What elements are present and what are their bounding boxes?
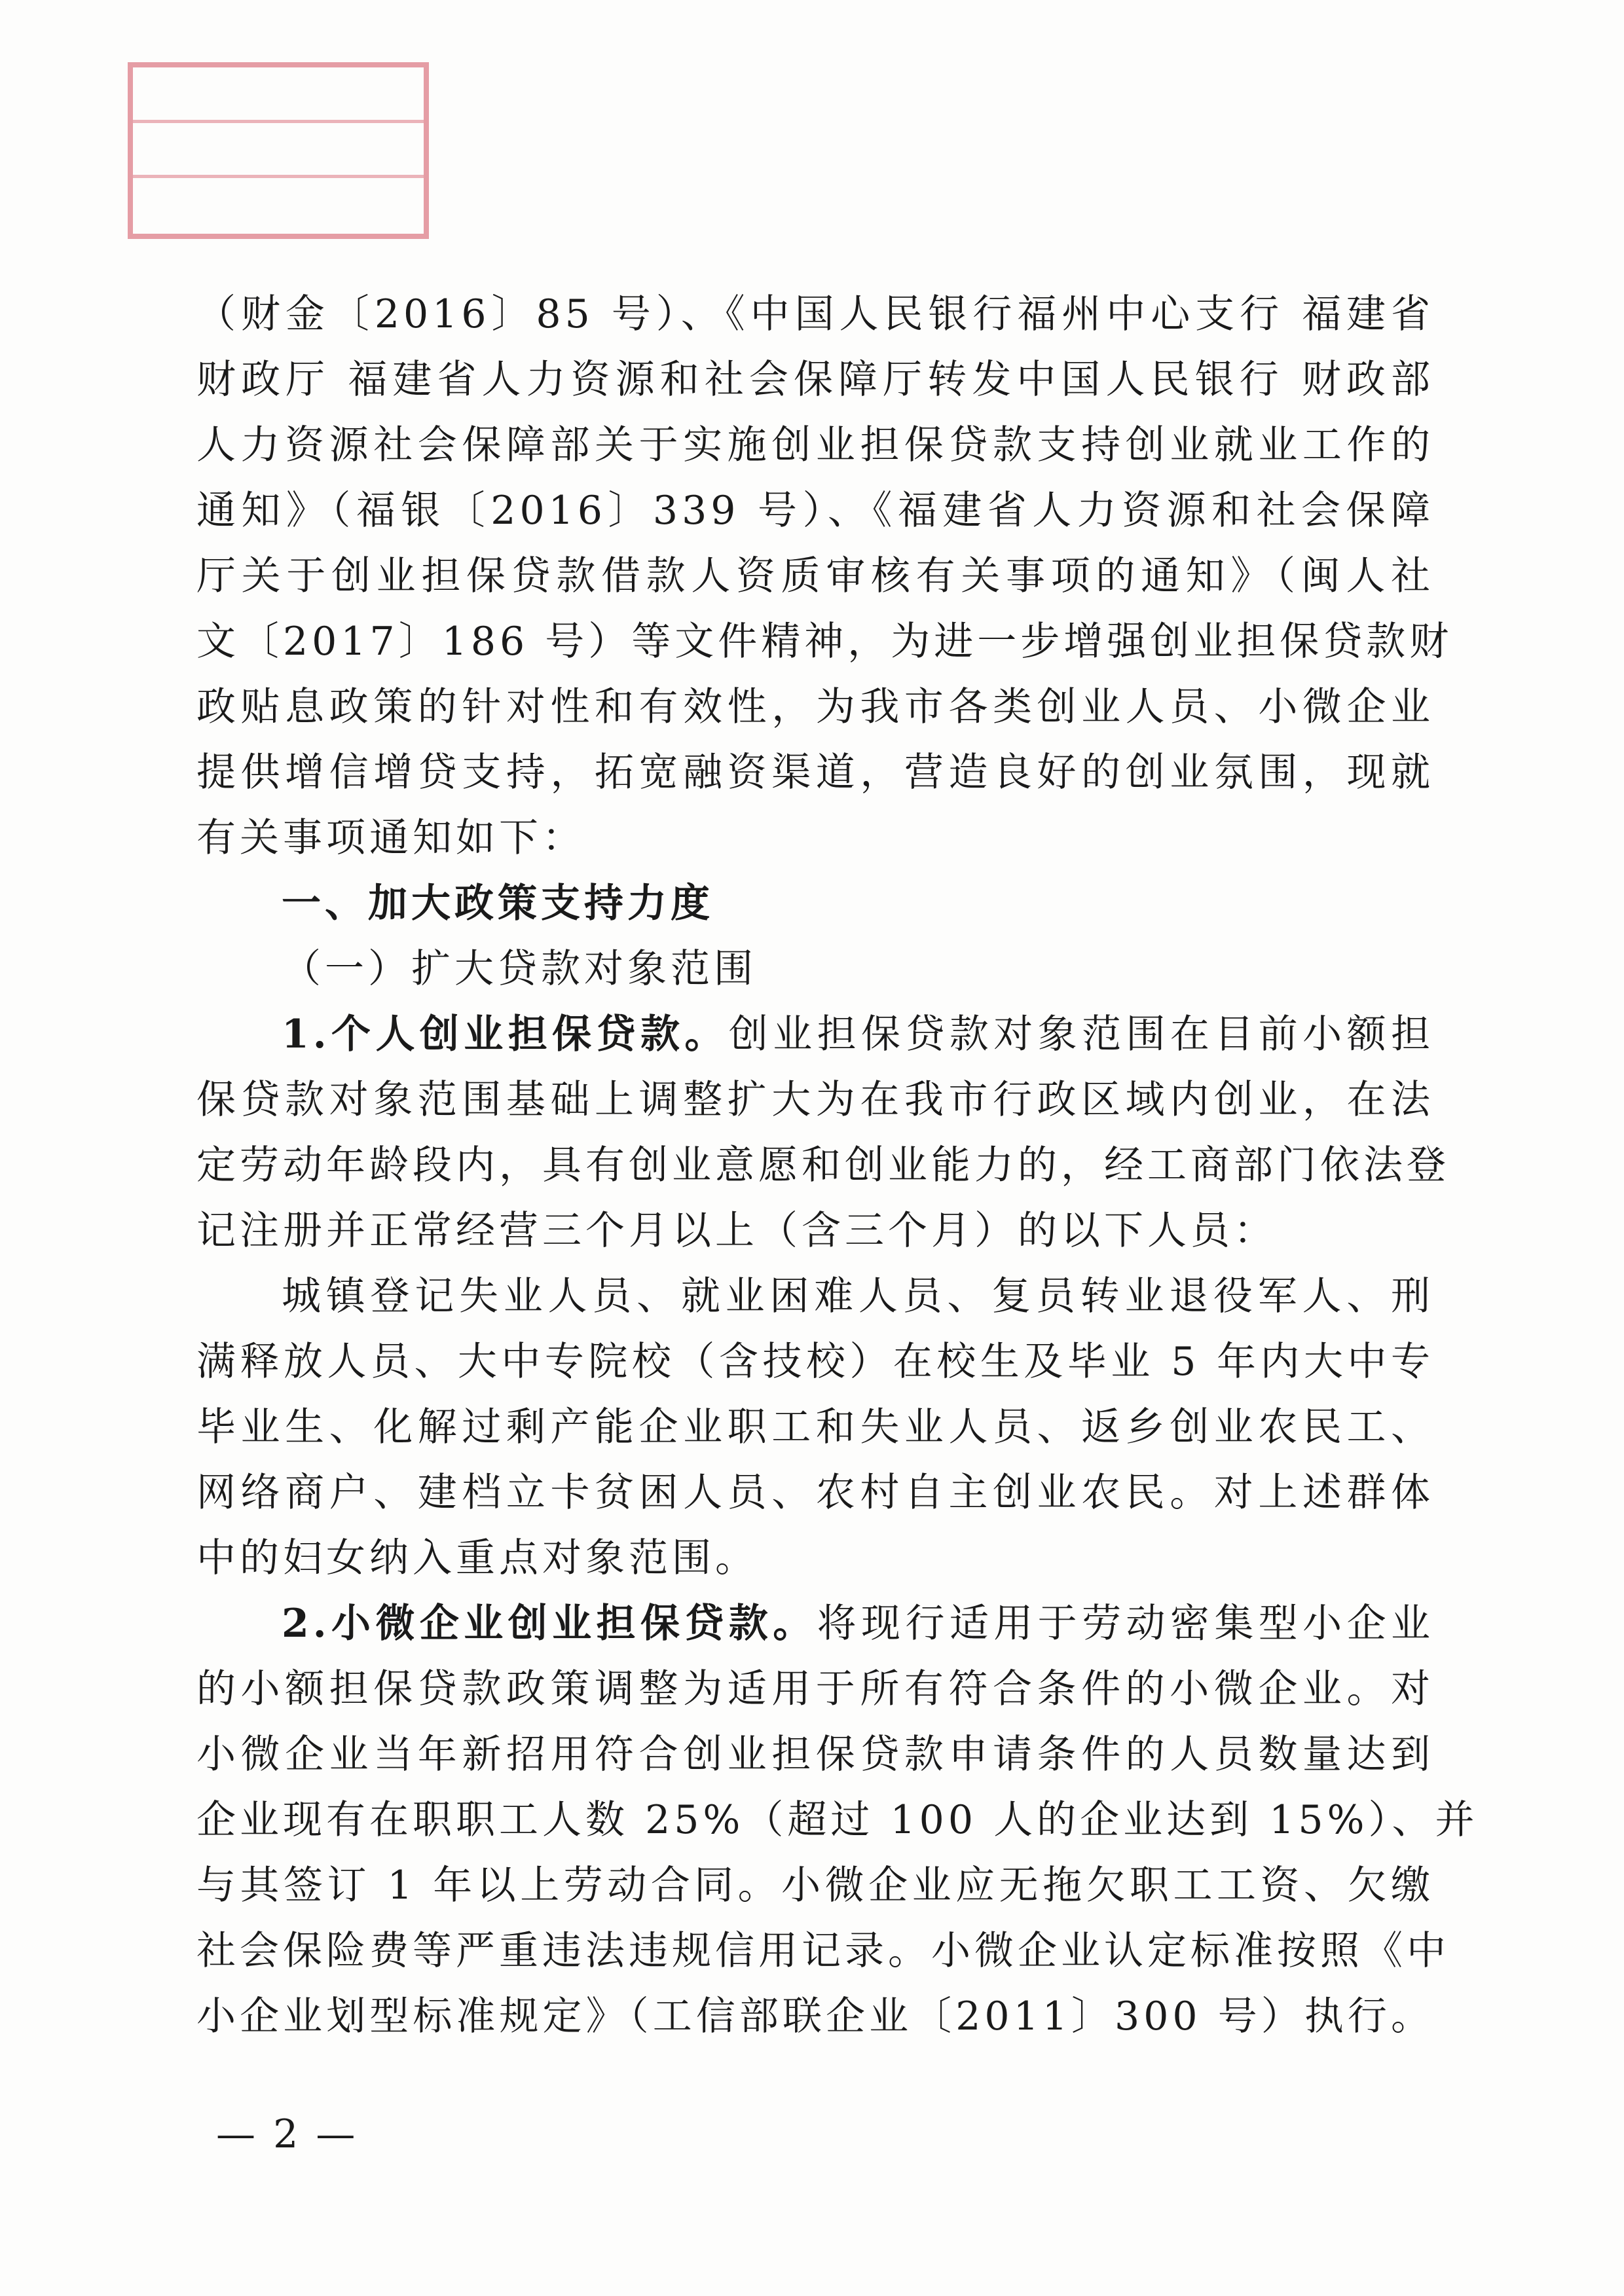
document-body xyxy=(196,282,1479,2049)
text-line: 与其签订 1 年以上劳动合同。小微企业应无拖欠职工工资、欠缴 xyxy=(196,1863,1434,1908)
text-line: （财金〔2016〕85 号）、《中国人民银行福州中心支行 福建省 xyxy=(196,291,1434,337)
text-line: 网络商户、建档立卡贫困人员、农村自主创业农民。对上述群体 xyxy=(196,1470,1434,1516)
text-line: 提供增信增贷支持，拓宽融资渠道，营造良好的创业氛围，现就 xyxy=(196,750,1434,795)
text-line: 记注册并正常经营三个月以上（含三个月）的以下人员： xyxy=(196,1208,1277,1254)
item-personal-loan xyxy=(196,1002,1450,1264)
text-line: 保贷款对象范围基础上调整扩大为在我市行政区域内创业，在法 xyxy=(196,1077,1434,1123)
intro-paragraph xyxy=(196,282,1453,871)
item-title: 1.个人创业担保贷款。 xyxy=(282,1011,729,1057)
stamp-row xyxy=(133,67,424,123)
text-line xyxy=(196,1591,1434,1656)
text-line: 社会保险费等严重违法违规信用记录。小微企业认定标准按照《中 xyxy=(196,1928,1450,1974)
text-line: 财政厅 福建省人力资源和社会保障厅转发中国人民银行 财政部 xyxy=(196,357,1434,403)
stamp-row xyxy=(133,178,424,234)
subsection-heading: （一）扩大贷款对象范围 xyxy=(282,946,757,992)
text-line: 定劳动年龄段内，具有创业意愿和创业能力的，经工商部门依法登 xyxy=(196,1142,1450,1188)
text-line: 企业现有在职职工人数 25%（超过 100 人的企业达到 15%）、并 xyxy=(196,1797,1479,1843)
text-line: 的小额担保贷款政策调整为适用于所有符合条件的小微企业。对 xyxy=(196,1666,1434,1712)
text-line: 城镇登记失业人员、就业困难人员、复员转业退役军人、刑 xyxy=(282,1273,1434,1319)
text-line: 满释放人员、大中专院校（含技校）在校生及毕业 5 年内大中专 xyxy=(196,1339,1434,1385)
text-line: 有关事项通知如下： xyxy=(196,815,585,861)
text-line: 人力资源社会保障部关于实施创业担保贷款支持创业就业工作的 xyxy=(196,422,1434,468)
item-title: 2.小微企业创业担保贷款。 xyxy=(282,1601,817,1647)
text-line xyxy=(196,1002,1434,1067)
stamp-row xyxy=(133,123,424,179)
text-line: 毕业生、化解过剩产能企业职工和失业人员、返乡创业农民工、 xyxy=(196,1404,1434,1450)
section-heading: 一、加大政策支持力度 xyxy=(282,881,714,926)
item-text: 创业担保贷款对象范围在目前小额担 xyxy=(728,1011,1434,1057)
item-text: 将现行适用于劳动密集型小企业 xyxy=(817,1601,1434,1647)
text-line: 通知》（福银〔2016〕339 号）、《福建省人力资源和社会保障 xyxy=(196,488,1434,534)
page-number: — 2 — xyxy=(216,2111,358,2157)
text-line: 厅关于创业担保贷款借款人资质审核有关事项的通知》（闽人社 xyxy=(196,553,1434,599)
item-small-business-loan xyxy=(196,1591,1479,2049)
archive-stamp xyxy=(128,62,429,239)
text-line: 小企业划型标准规定》（工信部联企业〔2011〕300 号）执行。 xyxy=(196,1994,1434,2039)
text-line: 文〔2017〕186 号）等文件精神，为进一步增强创业担保贷款财 xyxy=(196,619,1453,665)
stamp-side-text xyxy=(430,74,502,238)
text-line: 小微企业当年新招用符合创业担保贷款申请条件的人员数量达到 xyxy=(196,1732,1434,1777)
text-line: 政贴息政策的针对性和有效性，为我市各类创业人员、小微企业 xyxy=(196,684,1434,730)
text-line: 中的妇女纳入重点对象范围。 xyxy=(196,1535,758,1581)
groups-paragraph xyxy=(196,1264,1434,1591)
